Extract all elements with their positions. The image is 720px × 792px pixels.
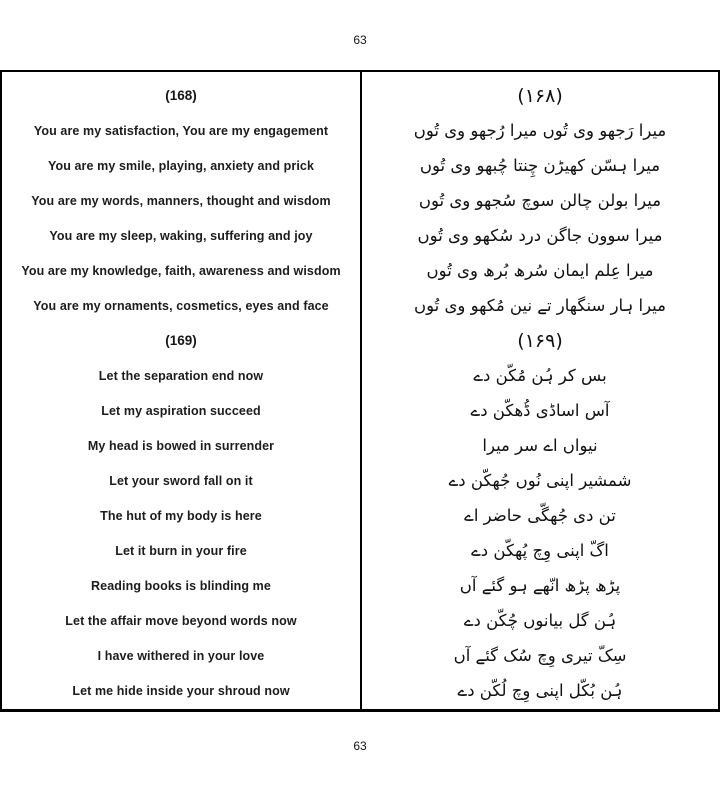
poem-169-line-7-urdu: پڑھ پڑھ انّھے ہو گئے آں: [459, 576, 621, 595]
poem-168-number-english: (168): [165, 88, 197, 103]
poem-169-line-3-urdu: نیواں اے سر میرا: [482, 436, 598, 455]
poem-169-line-2-english: Let my aspiration succeed: [101, 403, 261, 418]
page-number-bottom: 63: [353, 739, 367, 753]
poem-168-number-urdu: (۱۶۸): [517, 84, 563, 107]
english-column: [2, 72, 360, 709]
poem-168-line-6-urdu: میرا ہار سنگھار تے نین مُکھو وی تُوں: [414, 296, 666, 315]
poem-168-line-1-urdu: میرا رَجھو وی تُوں میرا رُجھو وی تُوں: [413, 121, 667, 140]
poem-168-line-3-english: You are my words, manners, thought and wisdom: [31, 193, 331, 208]
poem-169-line-5-english: The hut of my body is here: [100, 508, 262, 523]
poem-169-line-5-urdu: تن دی جُھگّی حاضر اے: [464, 506, 616, 525]
poem-168-line-4-english: You are my sleep, waking, suffering and joy: [49, 228, 313, 243]
poem-169-line-7-english: Reading books is blinding me: [91, 578, 271, 593]
poem-169-line-9-urdu: سِکّ تیری وِچ سُک گئے آں: [453, 646, 627, 665]
poem-169-line-6-urdu: اگّ اپنی وِچ پُھکّن دے: [471, 541, 609, 560]
poem-169-line-1-urdu: بس کر ہُن مُکّن دے: [473, 366, 607, 385]
poem-169-line-10-urdu: ہُن بُکّل اپنی وِچ لُکّن دے: [457, 681, 623, 700]
poem-169-number-english: (169): [165, 333, 197, 348]
poem-168-line-6-english: You are my ornaments, cosmetics, eyes and face: [33, 298, 329, 313]
poem-169-line-8-english: Let the affair move beyond words now: [65, 613, 297, 628]
urdu-column: [360, 72, 718, 709]
poem-169-line-3-english: My head is bowed in surrender: [87, 438, 275, 453]
poem-168-line-2-urdu: میرا ہسّن کھیڑن چِنتا چُبھو وی تُوں: [419, 156, 661, 175]
poem-168-line-4-urdu: میرا سوون جاگن درد سُکھو وی تُوں: [417, 226, 663, 245]
poem-169-line-2-urdu: آس اساڈی ڈُھکّن دے: [470, 401, 610, 420]
poem-169-line-4-urdu: شمشیر اپنی نُوں جُھکّن دے: [448, 471, 632, 490]
poem-169-line-1-english: Let the separation end now: [98, 368, 264, 383]
poem-168-line-5-urdu: میرا عِلم ایمان سُرھ بُرھ وی تُوں: [426, 261, 654, 280]
poem-169-line-9-english: I have withered in your love: [97, 648, 265, 663]
poem-168-line-2-english: You are my smile, playing, anxiety and prick: [47, 158, 315, 173]
poem-169-line-6-english: Let it burn in your fire: [115, 543, 247, 558]
poem-168-line-5-english: You are my knowledge, faith, awareness and wisdom: [21, 263, 341, 278]
poem-169-number-urdu: (۱۶۹): [517, 329, 563, 352]
poem-168-line-3-urdu: میرا بولن چالن سوچ سُجھو وی تُوں: [418, 191, 662, 210]
poem-169-line-8-urdu: ہُن گل بیانوں چُکّن دے: [463, 611, 617, 630]
poem-168-line-1-english: You are my satisfaction, You are my engagement: [33, 123, 329, 138]
page-number-top: 63: [353, 33, 367, 47]
poem-table: [0, 70, 720, 712]
poem-169-line-4-english: Let your sword fall on it: [109, 473, 253, 488]
poem-169-line-10-english: Let me hide inside your shroud now: [72, 683, 290, 698]
